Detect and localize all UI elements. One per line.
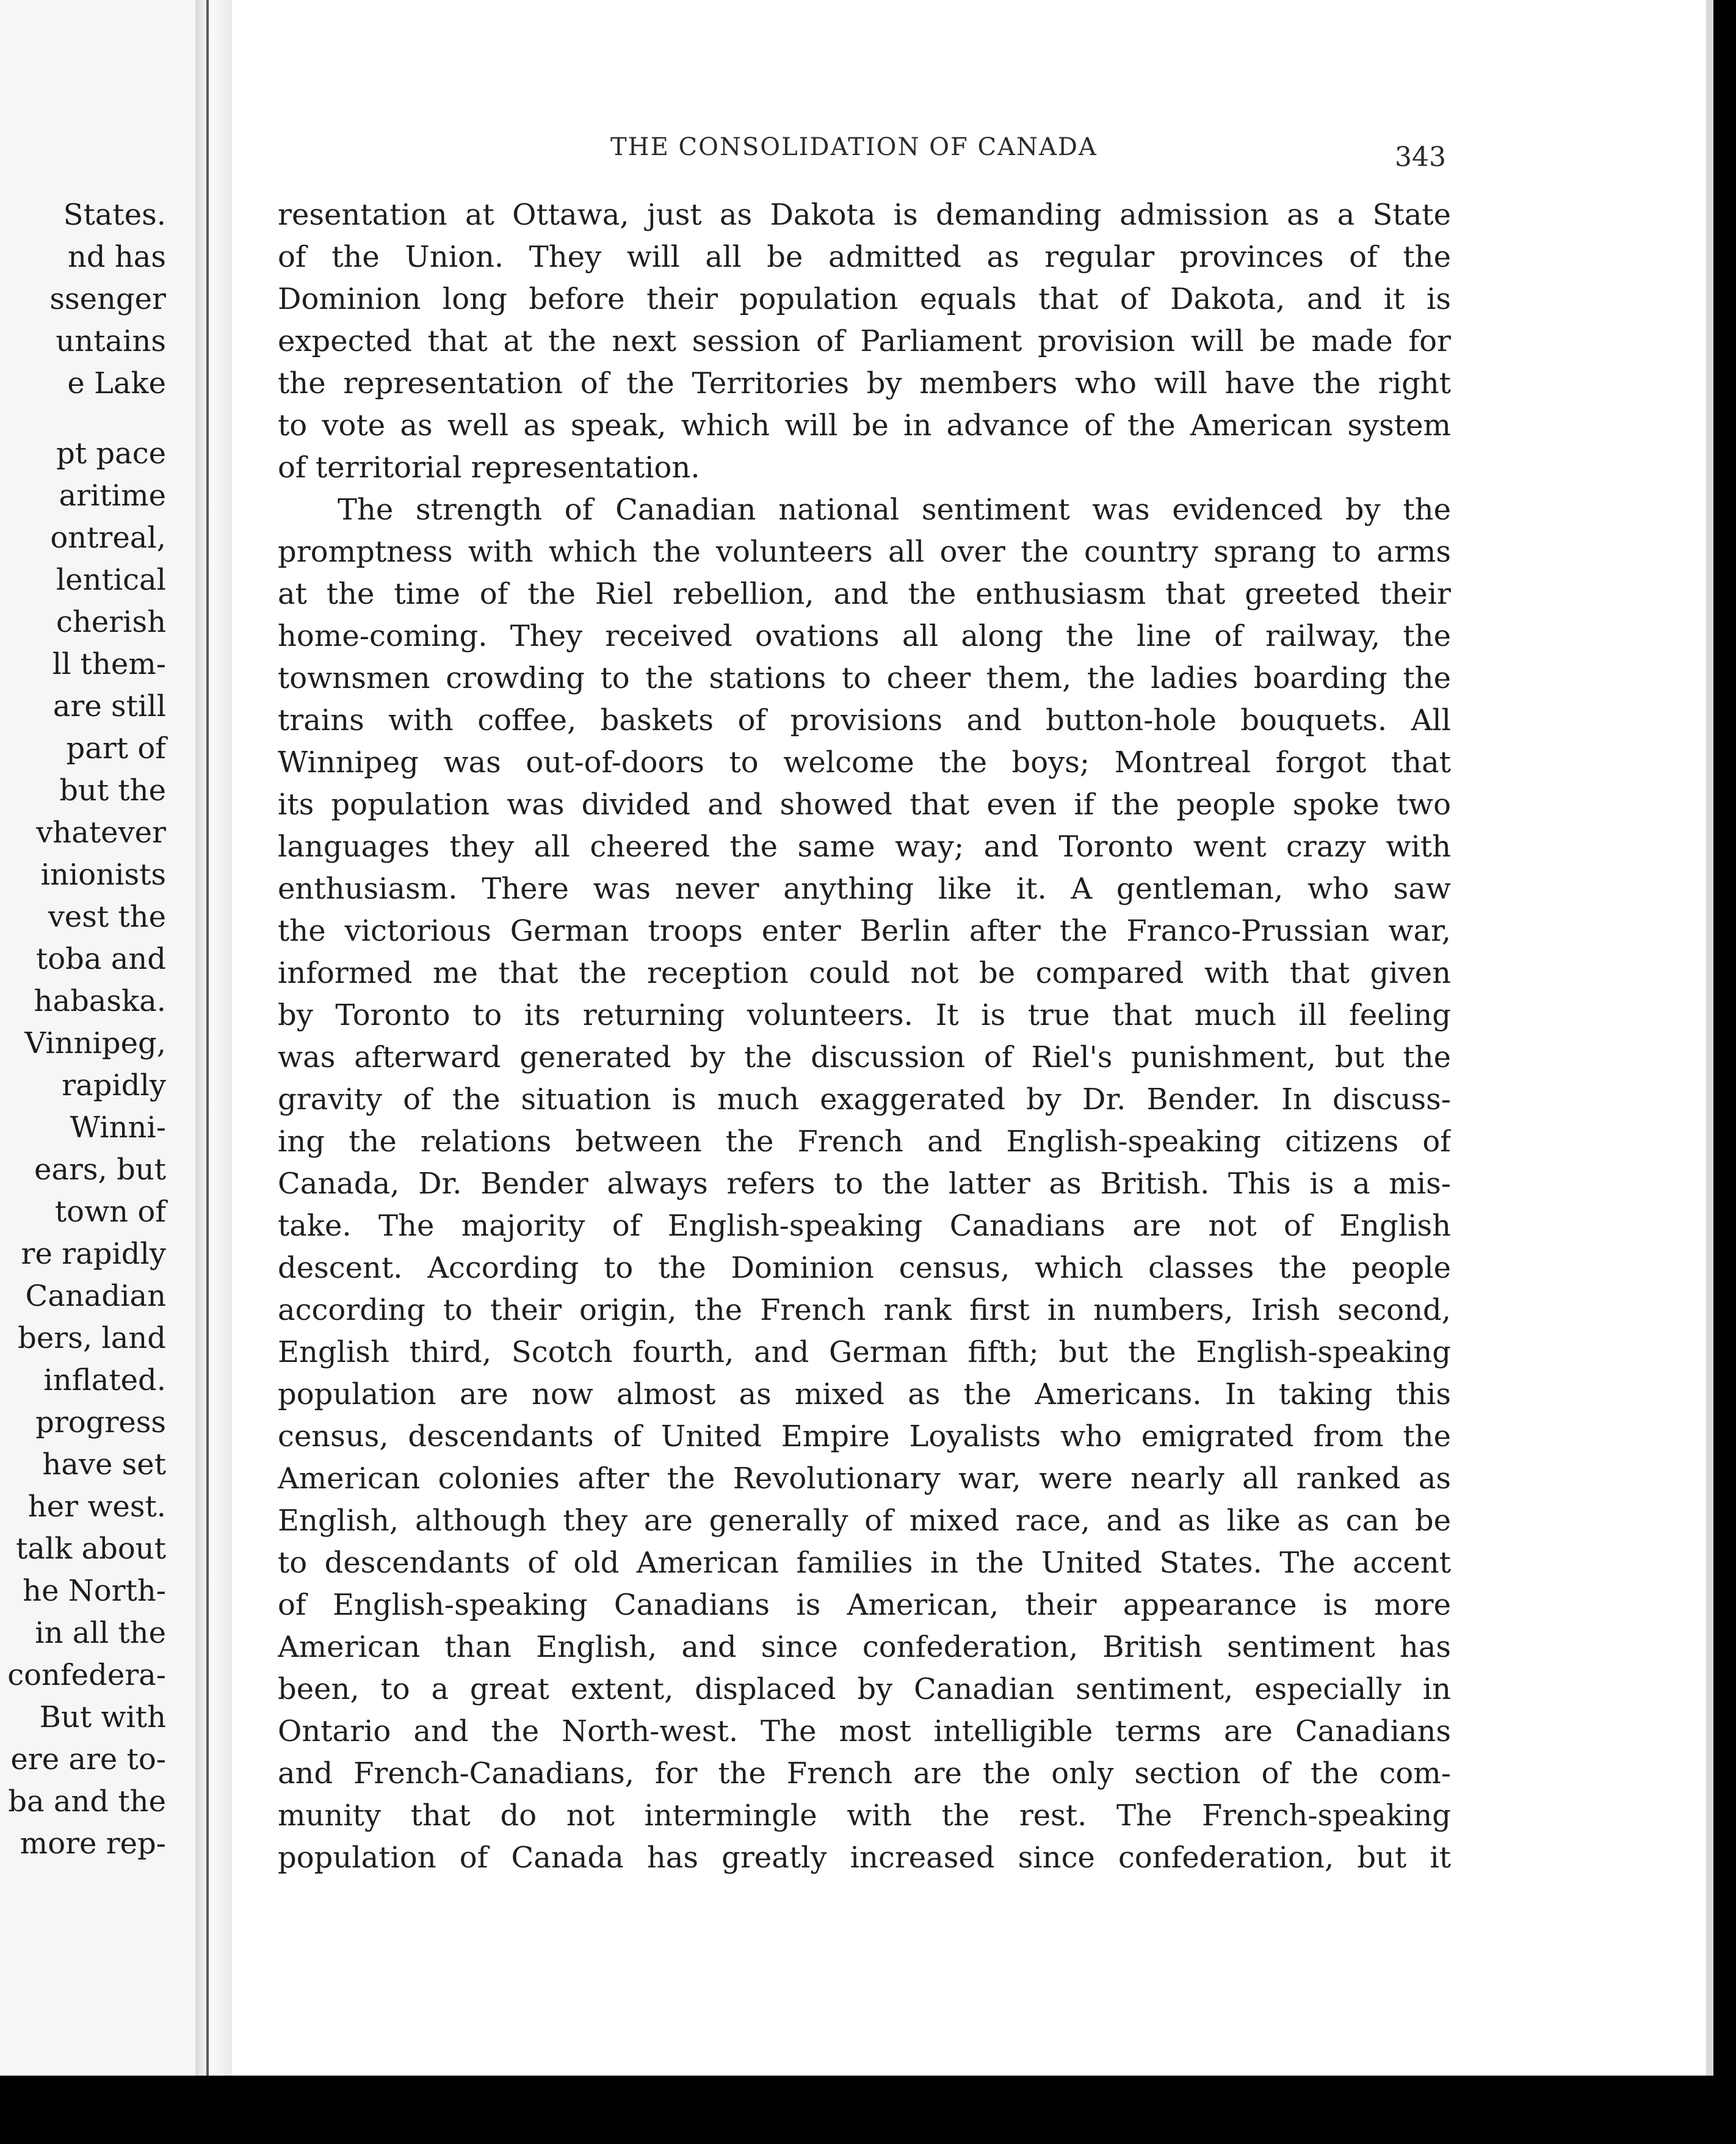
left-fragment: more rep- — [20, 1827, 166, 1861]
text-line: languages they all cheered the same way; and Toronto went crazy with — [278, 830, 1451, 864]
text-line: to vote as well as speak, which will be in advance of the American system — [278, 408, 1451, 443]
text-line: been, to a great extent, displaced by Canadian sentiment, especially in — [278, 1672, 1451, 1706]
text-line: gravity of the situation is much exaggerated by Dr. Bender. In discuss- — [278, 1082, 1451, 1117]
text-line: informed me that the reception could not be compared with that given — [278, 956, 1451, 990]
text-line: the victorious German troops enter Berlin after the Franco-Prussian war, — [278, 914, 1451, 948]
text-line: by Toronto to its returning volunteers. It is true that much ill feeling — [278, 998, 1451, 1032]
text-line: Ontario and the North-west. The most intelligible terms are Canadians — [278, 1714, 1451, 1748]
left-fragment: in all the — [35, 1616, 166, 1650]
left-fragment: ere are to- — [10, 1742, 166, 1776]
left-fragment: lentical — [56, 563, 166, 597]
text-line: was afterward generated by the discussion of Riel's punishment, but the — [278, 1040, 1451, 1074]
text-line: ing the relations between the French and English-speaking citizens of — [278, 1125, 1451, 1159]
page-edge-shadow — [1706, 0, 1713, 2076]
text-line: the representation of the Territories by members who will have the right — [278, 366, 1451, 400]
left-fragment: bers, land — [18, 1321, 166, 1355]
left-fragment: have set — [42, 1447, 166, 1482]
book-gutter — [195, 0, 232, 2076]
text-line: of the Union. They will all be admitted as regular provinces of the — [278, 240, 1451, 274]
left-fragment: her west. — [27, 1490, 166, 1524]
left-fragment: inionists — [40, 858, 166, 892]
left-fragment: Winni- — [70, 1110, 166, 1145]
scan-border-bottom — [0, 2076, 1736, 2144]
left-fragment: ll them- — [52, 647, 166, 681]
page-fold-shadow — [206, 0, 209, 2076]
left-fragment: habaska. — [34, 984, 166, 1018]
left-fragment: but the — [59, 773, 166, 808]
text-line: Dominion long before their population equals that of Dakota, and it is — [278, 282, 1451, 316]
text-line: of English-speaking Canadians is American, their appearance is more — [278, 1588, 1451, 1622]
left-fragment: Vinnipeg, — [24, 1026, 166, 1060]
left-fragment: ssenger — [49, 282, 166, 316]
text-line: at the time of the Riel rebellion, and the enthusiasm that greeted their — [278, 577, 1451, 611]
left-fragment: ontreal, — [50, 521, 166, 555]
left-fragment: ba and the — [8, 1784, 166, 1819]
left-fragment: pt pace — [56, 436, 166, 471]
left-fragment: part of — [66, 731, 166, 766]
text-line: take. The majority of English-speaking Canadians are not of English — [278, 1209, 1451, 1243]
text-line: munity that do not intermingle with the rest. The French-speaking — [278, 1798, 1451, 1833]
left-fragment: confedera- — [7, 1658, 166, 1692]
left-fragment: vest the — [48, 900, 166, 934]
text-line: trains with coffee, baskets of provisions and button-hole bouquets. All — [278, 703, 1451, 737]
left-fragment: inflated. — [43, 1363, 166, 1397]
text-line: English, although they are generally of mixed race, and as like as can be — [278, 1504, 1451, 1538]
left-fragment: vhatever — [36, 816, 166, 850]
left-fragment: toba and — [35, 942, 166, 976]
left-fragment: talk about — [15, 1532, 166, 1566]
text-line: Canada, Dr. Bender always refers to the latter as British. This is a mis- — [278, 1167, 1451, 1201]
left-fragment: progress — [35, 1405, 166, 1440]
text-line: English third, Scotch fourth, and German fifth; but the English-speaking — [278, 1335, 1451, 1369]
left-fragment: untains — [56, 324, 166, 358]
left-fragment: are still — [52, 689, 166, 723]
text-line: census, descendants of United Empire Loyalists who emigrated from the — [278, 1419, 1451, 1454]
text-line: descent. According to the Dominion census, which classes the people — [278, 1251, 1451, 1285]
text-line: promptness with which the volunteers all over the country sprang to arms — [278, 535, 1451, 569]
text-line: townsmen crowding to the stations to cheer them, the ladies boarding the — [278, 661, 1451, 695]
left-fragment: States. — [63, 198, 166, 232]
left-page-text-fragments — [0, 194, 166, 1865]
text-line: expected that at the next session of Parliament provision will be made for — [278, 324, 1451, 358]
left-fragment: e Lake — [67, 366, 166, 400]
text-line: The strength of Canadian national sentiment was evidenced by the — [338, 493, 1451, 527]
running-title: THE CONSOLIDATION OF CANADA — [610, 133, 1098, 161]
left-fragment: he North- — [23, 1574, 166, 1608]
text-line: to descendants of old American families in the United States. The accent — [278, 1546, 1451, 1580]
text-line: American than English, and since confederation, British sentiment has — [278, 1630, 1451, 1664]
text-line: and French-Canadians, for the French are the only section of the com- — [278, 1756, 1451, 1791]
text-line: enthusiasm. There was never anything like it. A gentleman, who saw — [278, 872, 1451, 906]
text-line: population of Canada has greatly increased since confederation, but it — [278, 1841, 1451, 1875]
left-fragment: aritime — [59, 479, 166, 513]
text-line: its population was divided and showed that even if the people spoke two — [278, 788, 1451, 822]
left-fragment: ears, but — [34, 1153, 166, 1187]
text-line: home-coming. They received ovations all along the line of railway, the — [278, 619, 1451, 653]
text-line: of territorial representation. — [278, 451, 700, 485]
text-line: population are now almost as mixed as the Americans. In taking this — [278, 1377, 1451, 1411]
page-number: 343 — [1395, 142, 1446, 173]
facing-page-left — [0, 0, 220, 2076]
text-line: American colonies after the Revolutionary war, were nearly all ranked as — [278, 1461, 1451, 1496]
left-fragment: town of — [54, 1195, 166, 1229]
left-fragment: cherish — [56, 605, 166, 639]
text-line: resentation at Ottawa, just as Dakota is demanding admission as a State — [278, 198, 1451, 232]
left-fragment: Canadian — [25, 1279, 166, 1313]
text-line: Winnipeg was out-of-doors to welcome the boys; Montreal forgot that — [278, 745, 1451, 780]
left-fragment: re rapidly — [21, 1237, 166, 1271]
left-fragment: rapidly — [62, 1068, 166, 1103]
text-line: according to their origin, the French rank first in numbers, Irish second, — [278, 1293, 1451, 1327]
left-fragment: But with — [39, 1700, 166, 1734]
left-fragment: nd has — [67, 240, 166, 274]
body-text — [278, 194, 1451, 1879]
